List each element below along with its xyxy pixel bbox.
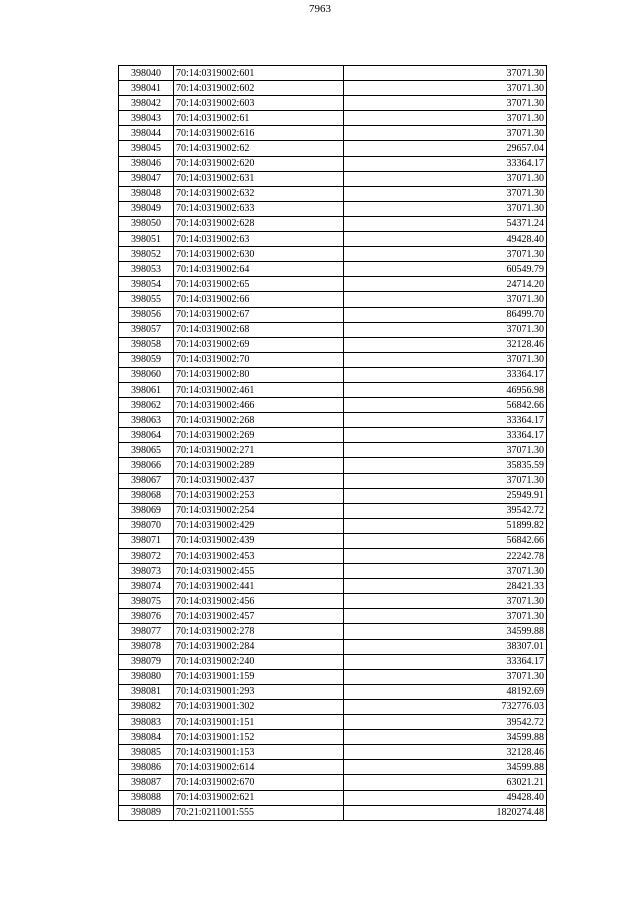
row-number-cell: 398061 <box>119 382 174 397</box>
value-cell: 39542.72 <box>344 503 547 518</box>
table-row <box>119 156 547 171</box>
cadastral-number-cell: 70:14:0319002:66 <box>174 292 344 307</box>
row-number-cell: 398084 <box>119 730 174 745</box>
value-cell: 24714.20 <box>344 277 547 292</box>
row-number-cell: 398068 <box>119 488 174 503</box>
table-row <box>119 518 547 533</box>
cadastral-number-cell: 70:14:0319002:621 <box>174 790 344 805</box>
row-number-cell: 398042 <box>119 96 174 111</box>
cadastral-number-cell: 70:14:0319002:80 <box>174 367 344 382</box>
value-cell: 35835.59 <box>344 458 547 473</box>
value-cell: 37071.30 <box>344 111 547 126</box>
value-cell: 37071.30 <box>344 594 547 609</box>
row-number-cell: 398074 <box>119 579 174 594</box>
table-row <box>119 307 547 322</box>
value-cell: 37071.30 <box>344 322 547 337</box>
value-cell: 34599.88 <box>344 760 547 775</box>
value-cell: 33364.17 <box>344 156 547 171</box>
cadastral-number-cell: 70:14:0319002:268 <box>174 413 344 428</box>
row-number-cell: 398046 <box>119 156 174 171</box>
row-number-cell: 398045 <box>119 141 174 156</box>
row-number-cell: 398056 <box>119 307 174 322</box>
table-row <box>119 171 547 186</box>
cadastral-number-cell: 70:14:0319002:67 <box>174 307 344 322</box>
table-row <box>119 201 547 216</box>
table-row <box>119 337 547 352</box>
value-cell: 37071.30 <box>344 352 547 367</box>
table-row <box>119 66 547 81</box>
value-cell: 37071.30 <box>344 186 547 201</box>
cadastral-number-cell: 70:14:0319001:159 <box>174 669 344 684</box>
row-number-cell: 398075 <box>119 594 174 609</box>
value-cell: 46956.98 <box>344 382 547 397</box>
row-number-cell: 398076 <box>119 609 174 624</box>
value-cell: 37071.30 <box>344 669 547 684</box>
value-cell: 32128.46 <box>344 337 547 352</box>
table-row <box>119 503 547 518</box>
cadastral-number-cell: 70:14:0319002:670 <box>174 775 344 790</box>
value-cell: 37071.30 <box>344 201 547 216</box>
cadastral-number-cell: 70:14:0319002:254 <box>174 503 344 518</box>
cadastral-number-cell: 70:14:0319002:603 <box>174 96 344 111</box>
table-row <box>119 639 547 654</box>
row-number-cell: 398066 <box>119 458 174 473</box>
cadastral-number-cell: 70:14:0319002:278 <box>174 624 344 639</box>
value-cell: 37071.30 <box>344 473 547 488</box>
value-cell: 1820274.48 <box>344 805 547 820</box>
row-number-cell: 398059 <box>119 352 174 367</box>
cadastral-number-cell: 70:14:0319002:70 <box>174 352 344 367</box>
table-row <box>119 413 547 428</box>
table-row <box>119 760 547 775</box>
value-cell: 37071.30 <box>344 126 547 141</box>
cadastral-number-cell: 70:14:0319002:253 <box>174 488 344 503</box>
table-row <box>119 745 547 760</box>
cadastral-number-cell: 70:14:0319002:601 <box>174 66 344 81</box>
value-cell: 33364.17 <box>344 413 547 428</box>
cadastral-number-cell: 70:14:0319002:64 <box>174 262 344 277</box>
cadastral-number-cell: 70:14:0319002:271 <box>174 443 344 458</box>
value-cell: 37071.30 <box>344 96 547 111</box>
table-row <box>119 715 547 730</box>
row-number-cell: 398078 <box>119 639 174 654</box>
table-row <box>119 684 547 699</box>
row-number-cell: 398067 <box>119 473 174 488</box>
cadastral-number-cell: 70:14:0319002:65 <box>174 277 344 292</box>
row-number-cell: 398047 <box>119 171 174 186</box>
table-row <box>119 699 547 714</box>
value-cell: 37071.30 <box>344 247 547 262</box>
cadastral-number-cell: 70:14:0319001:151 <box>174 715 344 730</box>
value-cell: 49428.40 <box>344 790 547 805</box>
registry-table <box>118 65 547 821</box>
cadastral-number-cell: 70:14:0319002:461 <box>174 382 344 397</box>
cadastral-number-cell: 70:14:0319002:614 <box>174 760 344 775</box>
table-row <box>119 790 547 805</box>
cadastral-number-cell: 70:14:0319002:456 <box>174 594 344 609</box>
row-number-cell: 398065 <box>119 443 174 458</box>
table-row <box>119 775 547 790</box>
table-row <box>119 277 547 292</box>
table-row <box>119 488 547 503</box>
value-cell: 37071.30 <box>344 171 547 186</box>
row-number-cell: 398057 <box>119 322 174 337</box>
row-number-cell: 398085 <box>119 745 174 760</box>
table-row <box>119 292 547 307</box>
cadastral-number-cell: 70:14:0319001:293 <box>174 684 344 699</box>
row-number-cell: 398052 <box>119 247 174 262</box>
cadastral-number-cell: 70:14:0319002:631 <box>174 171 344 186</box>
cadastral-number-cell: 70:14:0319002:441 <box>174 579 344 594</box>
table-row <box>119 96 547 111</box>
value-cell: 37071.30 <box>344 66 547 81</box>
row-number-cell: 398083 <box>119 715 174 730</box>
cadastral-number-cell: 70:14:0319002:429 <box>174 518 344 533</box>
registry-table-body <box>119 66 547 821</box>
table-row <box>119 126 547 141</box>
row-number-cell: 398072 <box>119 549 174 564</box>
table-row <box>119 247 547 262</box>
table-row <box>119 262 547 277</box>
table-row <box>119 669 547 684</box>
row-number-cell: 398082 <box>119 699 174 714</box>
row-number-cell: 398043 <box>119 111 174 126</box>
row-number-cell: 398049 <box>119 201 174 216</box>
value-cell: 32128.46 <box>344 745 547 760</box>
table-row <box>119 398 547 413</box>
cadastral-number-cell: 70:14:0319002:61 <box>174 111 344 126</box>
table-row <box>119 549 547 564</box>
row-number-cell: 398041 <box>119 81 174 96</box>
table-row <box>119 579 547 594</box>
table-row <box>119 232 547 247</box>
table-row <box>119 111 547 126</box>
cadastral-number-cell: 70:14:0319002:630 <box>174 247 344 262</box>
row-number-cell: 398063 <box>119 413 174 428</box>
table-row <box>119 141 547 156</box>
table-row <box>119 533 547 548</box>
cadastral-number-cell: 70:14:0319002:68 <box>174 322 344 337</box>
value-cell: 37071.30 <box>344 443 547 458</box>
cadastral-number-cell: 70:14:0319001:302 <box>174 699 344 714</box>
value-cell: 34599.88 <box>344 624 547 639</box>
table-row <box>119 352 547 367</box>
row-number-cell: 398069 <box>119 503 174 518</box>
row-number-cell: 398053 <box>119 262 174 277</box>
table-row <box>119 382 547 397</box>
table-row <box>119 443 547 458</box>
cadastral-number-cell: 70:14:0319002:63 <box>174 232 344 247</box>
row-number-cell: 398071 <box>119 533 174 548</box>
table-row <box>119 216 547 231</box>
row-number-cell: 398087 <box>119 775 174 790</box>
row-number-cell: 398089 <box>119 805 174 820</box>
table-row <box>119 367 547 382</box>
row-number-cell: 398064 <box>119 428 174 443</box>
value-cell: 37071.30 <box>344 81 547 96</box>
value-cell: 54371.24 <box>344 216 547 231</box>
value-cell: 37071.30 <box>344 292 547 307</box>
cadastral-number-cell: 70:14:0319002:457 <box>174 609 344 624</box>
cadastral-number-cell: 70:21:0211001:555 <box>174 805 344 820</box>
cadastral-number-cell: 70:14:0319002:453 <box>174 549 344 564</box>
value-cell: 48192.69 <box>344 684 547 699</box>
value-cell: 56842.66 <box>344 398 547 413</box>
value-cell: 49428.40 <box>344 232 547 247</box>
row-number-cell: 398070 <box>119 518 174 533</box>
cadastral-number-cell: 70:14:0319001:153 <box>174 745 344 760</box>
row-number-cell: 398040 <box>119 66 174 81</box>
cadastral-number-cell: 70:14:0319002:269 <box>174 428 344 443</box>
page-number: 7963 <box>309 3 331 15</box>
value-cell: 25949.91 <box>344 488 547 503</box>
row-number-cell: 398058 <box>119 337 174 352</box>
cadastral-number-cell: 70:14:0319002:240 <box>174 654 344 669</box>
row-number-cell: 398048 <box>119 186 174 201</box>
cadastral-number-cell: 70:14:0319002:632 <box>174 186 344 201</box>
cadastral-number-cell: 70:14:0319002:455 <box>174 564 344 579</box>
row-number-cell: 398086 <box>119 760 174 775</box>
cadastral-number-cell: 70:14:0319002:616 <box>174 126 344 141</box>
row-number-cell: 398080 <box>119 669 174 684</box>
row-number-cell: 398055 <box>119 292 174 307</box>
table-row <box>119 609 547 624</box>
value-cell: 28421.33 <box>344 579 547 594</box>
row-number-cell: 398081 <box>119 684 174 699</box>
value-cell: 63021.21 <box>344 775 547 790</box>
value-cell: 39542.72 <box>344 715 547 730</box>
row-number-cell: 398062 <box>119 398 174 413</box>
cadastral-number-cell: 70:14:0319002:289 <box>174 458 344 473</box>
cadastral-number-cell: 70:14:0319002:62 <box>174 141 344 156</box>
row-number-cell: 398088 <box>119 790 174 805</box>
row-number-cell: 398054 <box>119 277 174 292</box>
cadastral-number-cell: 70:14:0319002:633 <box>174 201 344 216</box>
value-cell: 51899.82 <box>344 518 547 533</box>
row-number-cell: 398044 <box>119 126 174 141</box>
cadastral-number-cell: 70:14:0319002:69 <box>174 337 344 352</box>
table-row <box>119 654 547 669</box>
value-cell: 22242.78 <box>344 549 547 564</box>
table-row <box>119 81 547 96</box>
cadastral-number-cell: 70:14:0319002:466 <box>174 398 344 413</box>
value-cell: 37071.30 <box>344 609 547 624</box>
value-cell: 60549.79 <box>344 262 547 277</box>
cadastral-number-cell: 70:14:0319002:284 <box>174 639 344 654</box>
row-number-cell: 398073 <box>119 564 174 579</box>
table-row <box>119 564 547 579</box>
value-cell: 33364.17 <box>344 367 547 382</box>
table-row <box>119 805 547 820</box>
row-number-cell: 398050 <box>119 216 174 231</box>
value-cell: 86499.70 <box>344 307 547 322</box>
row-number-cell: 398060 <box>119 367 174 382</box>
value-cell: 37071.30 <box>344 564 547 579</box>
row-number-cell: 398077 <box>119 624 174 639</box>
cadastral-number-cell: 70:14:0319002:602 <box>174 81 344 96</box>
value-cell: 29657.04 <box>344 141 547 156</box>
table-row <box>119 473 547 488</box>
table-row <box>119 428 547 443</box>
value-cell: 33364.17 <box>344 654 547 669</box>
cadastral-number-cell: 70:14:0319002:437 <box>174 473 344 488</box>
value-cell: 38307.01 <box>344 639 547 654</box>
table-row <box>119 322 547 337</box>
table-row <box>119 594 547 609</box>
value-cell: 33364.17 <box>344 428 547 443</box>
table-row <box>119 458 547 473</box>
cadastral-number-cell: 70:14:0319002:620 <box>174 156 344 171</box>
row-number-cell: 398079 <box>119 654 174 669</box>
value-cell: 56842.66 <box>344 533 547 548</box>
table-row <box>119 730 547 745</box>
row-number-cell: 398051 <box>119 232 174 247</box>
cadastral-number-cell: 70:14:0319002:439 <box>174 533 344 548</box>
value-cell: 732776.03 <box>344 699 547 714</box>
value-cell: 34599.88 <box>344 730 547 745</box>
cadastral-number-cell: 70:14:0319001:152 <box>174 730 344 745</box>
cadastral-number-cell: 70:14:0319002:628 <box>174 216 344 231</box>
table-row <box>119 186 547 201</box>
table-row <box>119 624 547 639</box>
